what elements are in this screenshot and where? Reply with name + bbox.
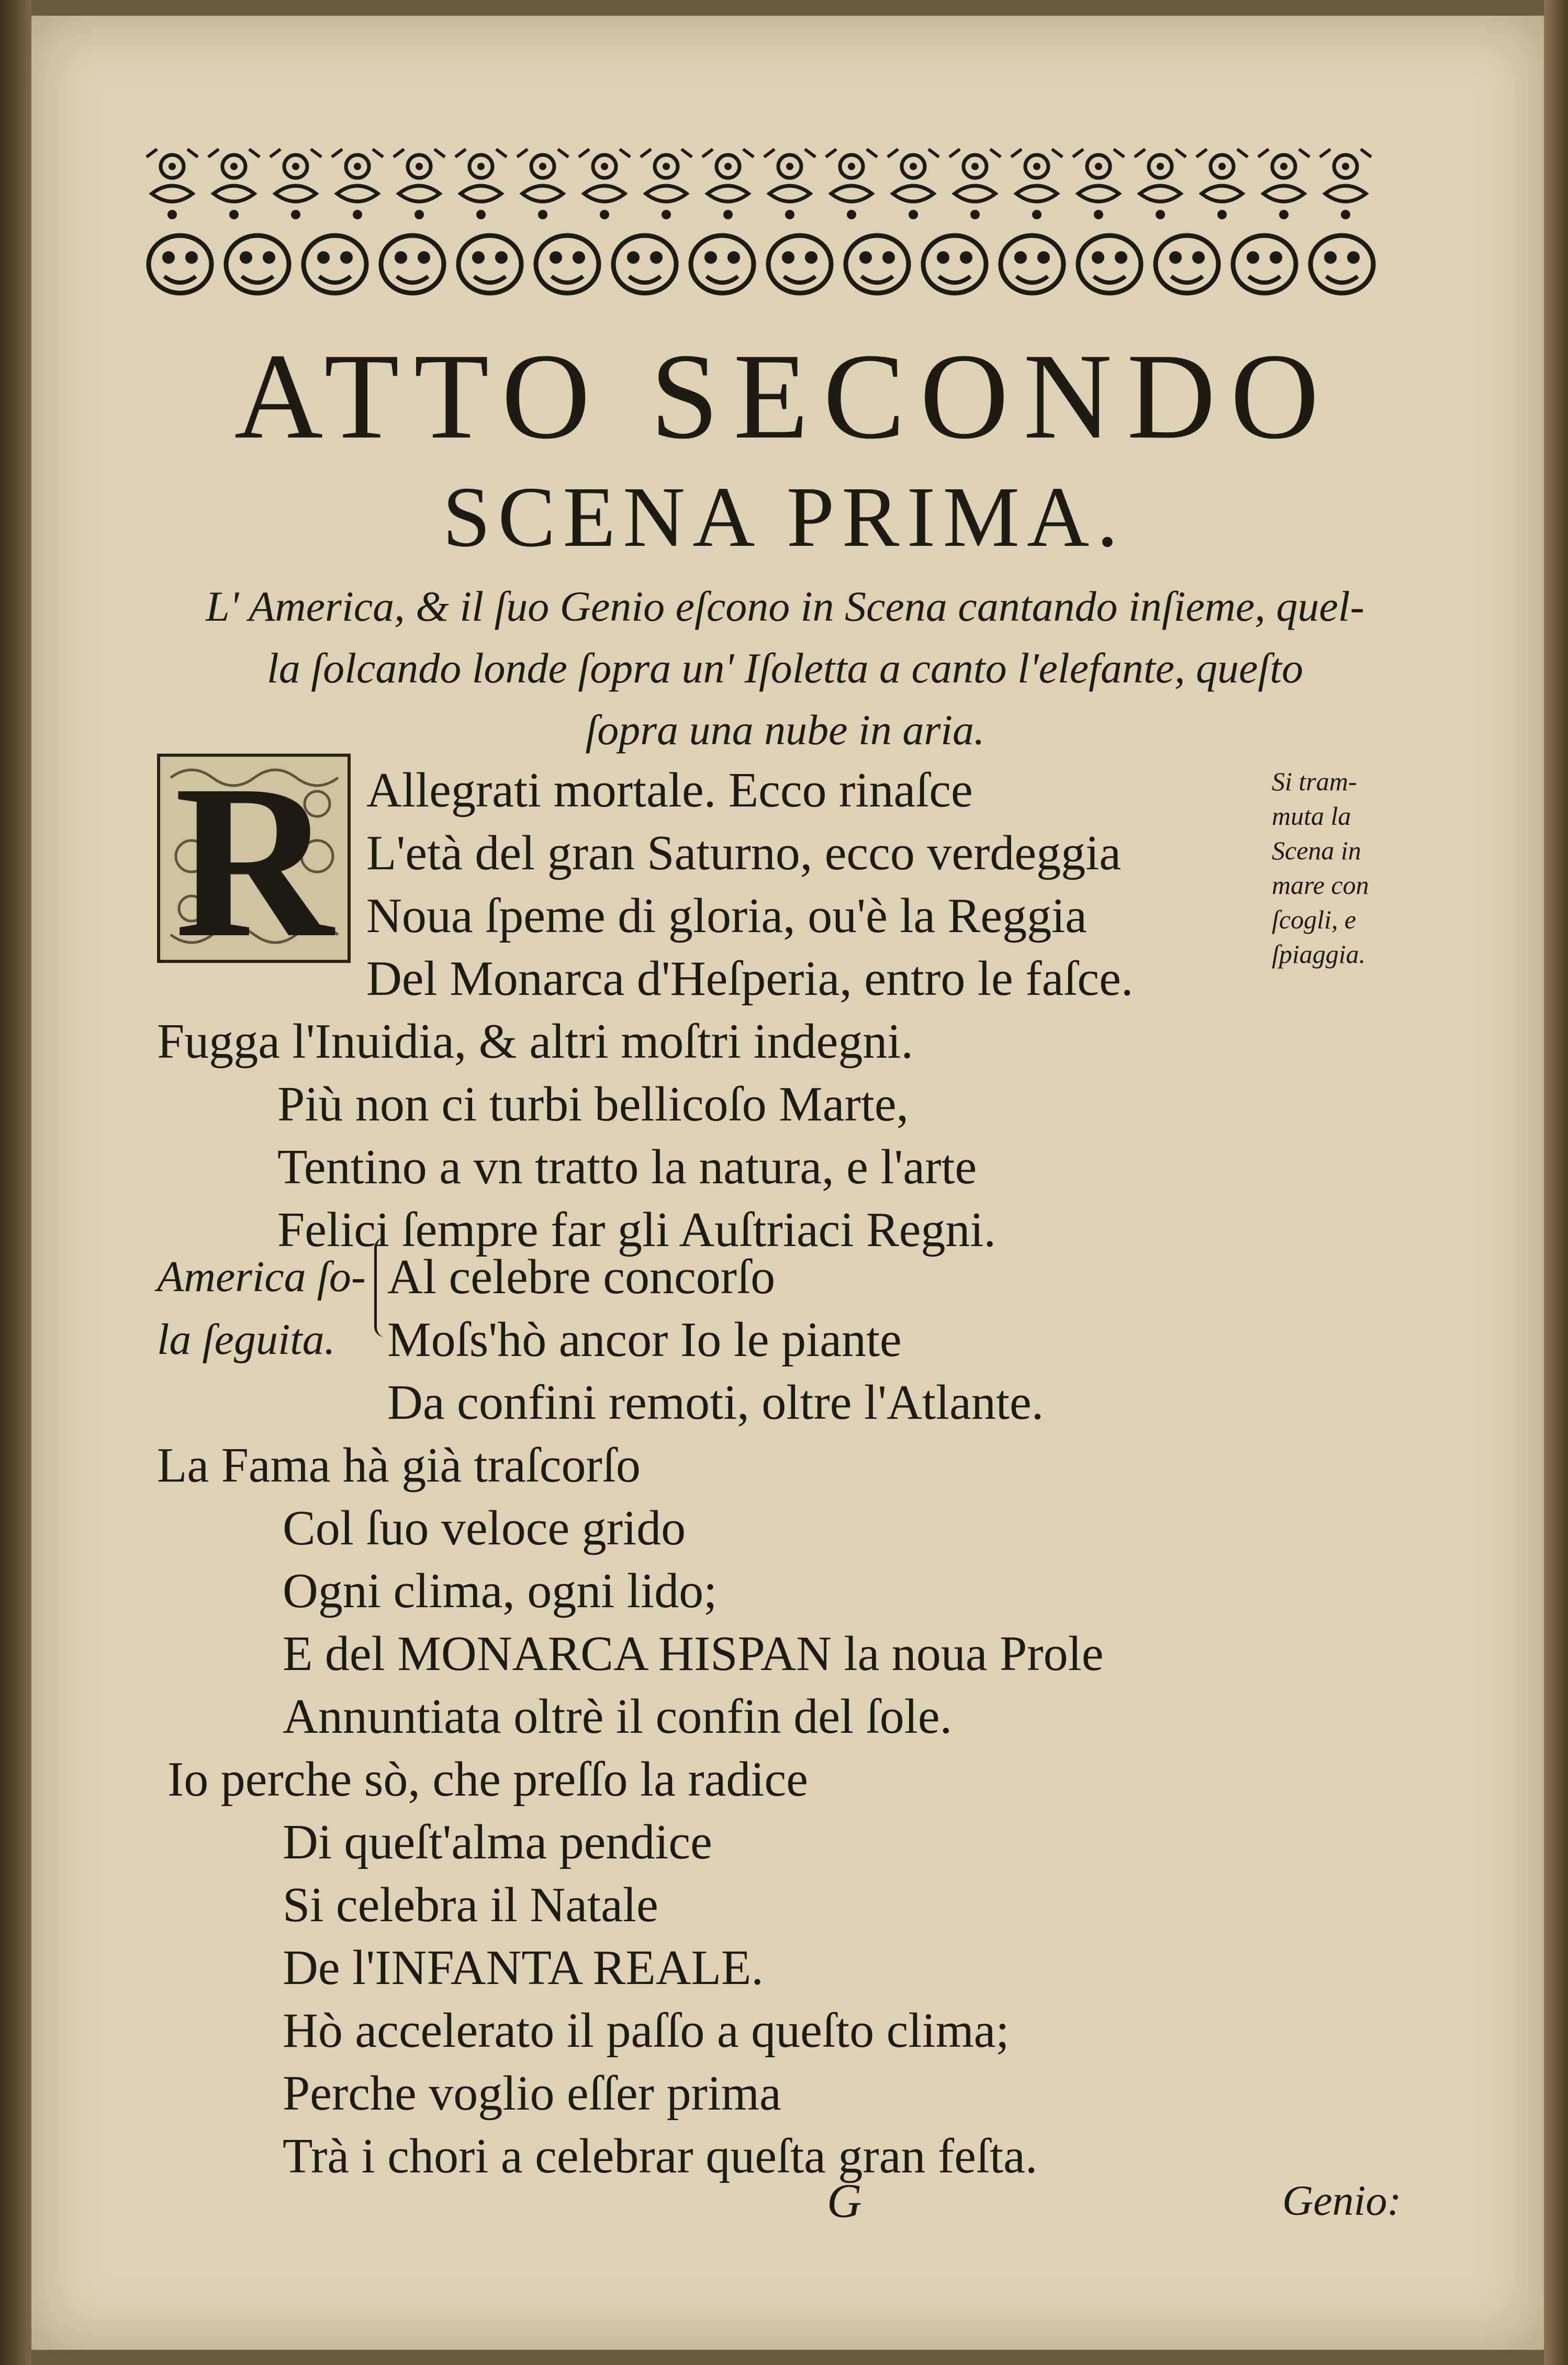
verse-line: Noua ſpeme di gloria, ou'è la Reggia — [366, 889, 1087, 943]
verse-line: Hò accelerato il paſſo a queſto clima; — [283, 2003, 1010, 2058]
decorated-initial — [157, 754, 351, 963]
verse-line: Da confini remoti, oltre l'Atlante. — [387, 1375, 1044, 1430]
verse-line: Di queſt'alma pendice — [283, 1815, 712, 1869]
verse-line: L'età del gran Saturno, ecco verdeggia — [366, 826, 1121, 880]
drop-cap-letter: R — [174, 754, 333, 963]
verse-line: Fugga l'Inuidia, & altri moſtri indegni. — [157, 1014, 914, 1069]
verse-line: Trà i chori a celebrar queſta gran feſta. — [283, 2129, 1038, 2183]
margin-note-line: ſcogli, e — [1272, 905, 1357, 934]
stage-direction-line: ſopra una nube in aria. — [585, 706, 985, 754]
margin-note-line: Si tram- — [1272, 767, 1357, 796]
verse-line: Allegrati mortale. Ecco rinaſce — [366, 763, 973, 817]
margin-note-line: muta la — [1272, 801, 1351, 831]
stage-direction-line: la ſolcando londe ſopra un' Iſoletta a canto l'elefante, queſto — [267, 644, 1303, 692]
verse-line: Moſs'hò ancor Io le piante — [387, 1313, 902, 1367]
verse-line: De l'INFANTA REALE. — [283, 1941, 764, 1995]
act-title: ATTO SECONDO — [234, 328, 1334, 464]
verse-line: Annuntiata oltrè il confin del ſole. — [283, 1689, 953, 1744]
verse-line: Tentino a vn tratto la natura, e l'arte — [277, 1140, 977, 1194]
margin-note-line: ſpiaggia. — [1272, 939, 1366, 969]
verse-line: La Fama hà già traſcorſo — [157, 1438, 641, 1493]
verse-line: Del Monarca d'Heſperia, entro le faſce. — [366, 951, 1134, 1006]
verse-line: E del MONARCA HISPAN la noua Prole — [283, 1627, 1104, 1681]
speaker-note — [157, 1246, 382, 1371]
stage-direction — [157, 576, 1413, 761]
verse-line: Perche voglio eſſer prima — [283, 2066, 781, 2121]
ornamental-headpiece — [141, 147, 1376, 304]
verse-line: Al celebre concorſo — [387, 1250, 776, 1304]
speaker-note-line: la ſeguita. — [157, 1315, 335, 1364]
speaker-note-line: America ſo- — [157, 1252, 366, 1301]
signature-mark: G — [827, 2174, 862, 2227]
verse-line: Felici ſempre far gli Auſtriaci Regni. — [277, 1203, 996, 1257]
margin-note — [1272, 764, 1408, 971]
verse-line: Si celebra il Natale — [283, 1878, 658, 1932]
stage-direction-line: L' America, & il ſuo Genio eſcono in Scena cantando inſieme, quel- — [206, 582, 1364, 630]
margin-note-line: Scena in — [1272, 836, 1361, 865]
catchword: Genio: — [1282, 2177, 1402, 2224]
verse-line: Ogni clima, ogni lido; — [283, 1564, 718, 1618]
verse-line: Col ſuo veloce grido — [283, 1501, 686, 1555]
verse-line: Io perche sò, che preſſo la radice — [167, 1752, 808, 1807]
scene-title: SCENA PRIMA. — [442, 469, 1126, 565]
margin-note-line: mare con — [1272, 870, 1369, 900]
verse-line: Più non ci turbi bellicoſo Marte, — [277, 1077, 909, 1131]
